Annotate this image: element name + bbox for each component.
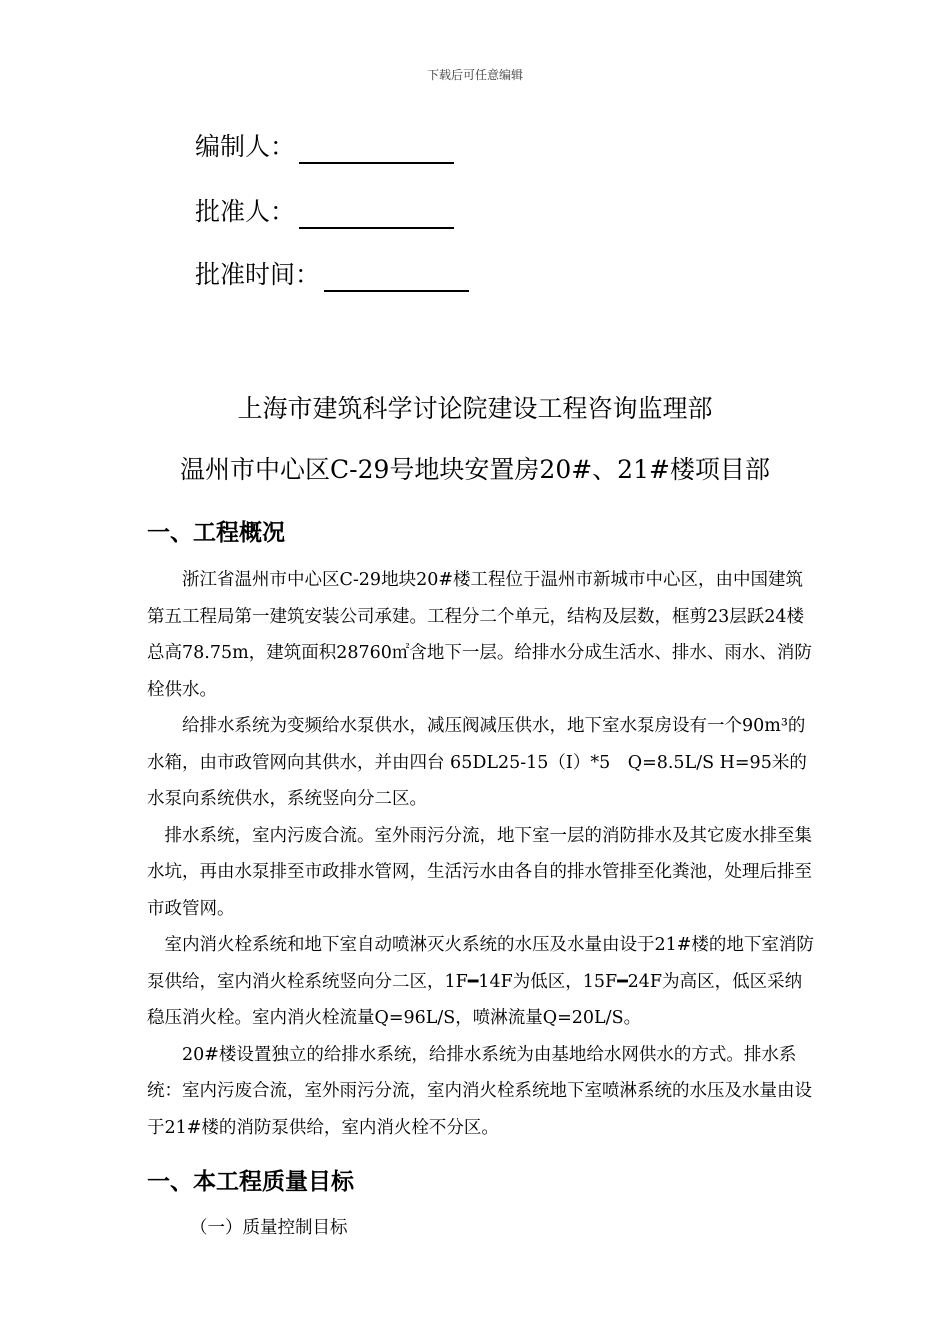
approver-signature-row (195, 195, 454, 229)
section-1-body (147, 562, 817, 1146)
approval-time-line (324, 264, 469, 292)
paragraph-building-20: 20#楼设置独立的给排水系统，给排水系统为由基地给水网供水的方式。排水系统：室内污废合流，室外雨污分流，室内消火栓系统地下室喷淋系统的水压及水量由设于21#楼的消防泵供给，室内消火栓不分区。 (147, 1044, 812, 1138)
approval-time-row (195, 258, 469, 292)
approver-signature-line (299, 201, 454, 229)
compiler-signature-line (299, 136, 454, 164)
paragraph-drainage: 排水系统，室内污废合流。室外雨污分流，地下室一层的消防排水及其它废水排至集水坑，再由水泵排至市政排水管网，生活污水由各自的排水管排至化粪池，处理后排至市政管网。 (147, 825, 812, 919)
approval-time-label: 批准时间： (195, 260, 321, 289)
paragraph-water-supply: 给排水系统为变频给水泵供水，减压阀减压供水，地下室水泵房设有一个90m³的水箱，由市政管网向其供水，并由四台 65DL25-15（I）*5 Q=8.5L/S H=95米的水泵向系统供水，系统竖向分二区。 (147, 716, 807, 809)
paragraph-fire-hydrant: 室内消火栓系统和地下室自动喷淋灭火系统的水压及水量由设于21#楼的地下室消防泵供给，室内消火栓系统竖向分二区，1F━14F为低区，15F━24F为高区，低区采纳稳压消火栓。室内消火栓流量Q=96L/S，喷淋流量Q=20L/S。 (147, 935, 814, 1028)
organization-line-1: 上海市建筑科学讨论院建设工程咨询监理部 (237, 394, 713, 423)
header-note: 下载后可任意编辑 (426, 68, 523, 82)
section-2-subheading: （一）质量控制目标 (190, 1218, 348, 1238)
organization-line-2: 温州市中心区C-29号地块安置房20#、21#楼项目部 (180, 455, 770, 484)
section-2-heading: 一、本工程质量目标 (147, 1169, 354, 1195)
compiler-signature-row (195, 130, 454, 164)
compiler-label: 编制人： (195, 132, 296, 161)
approver-label: 批准人： (195, 197, 296, 226)
paragraph-overview: 浙江省温州市中心区C-29地块20#楼工程位于温州市新城市中心区，由中国建筑第五工程局第一建筑安装公司承建。工程分二个单元，结构及层数，框剪23层跃24楼总高78.75m，建筑面积28760㎡含地下一层。给排水分成生活水、排水、雨水、消防栓供水。 (147, 570, 812, 700)
section-1-heading: 一、工程概况 (147, 520, 285, 546)
